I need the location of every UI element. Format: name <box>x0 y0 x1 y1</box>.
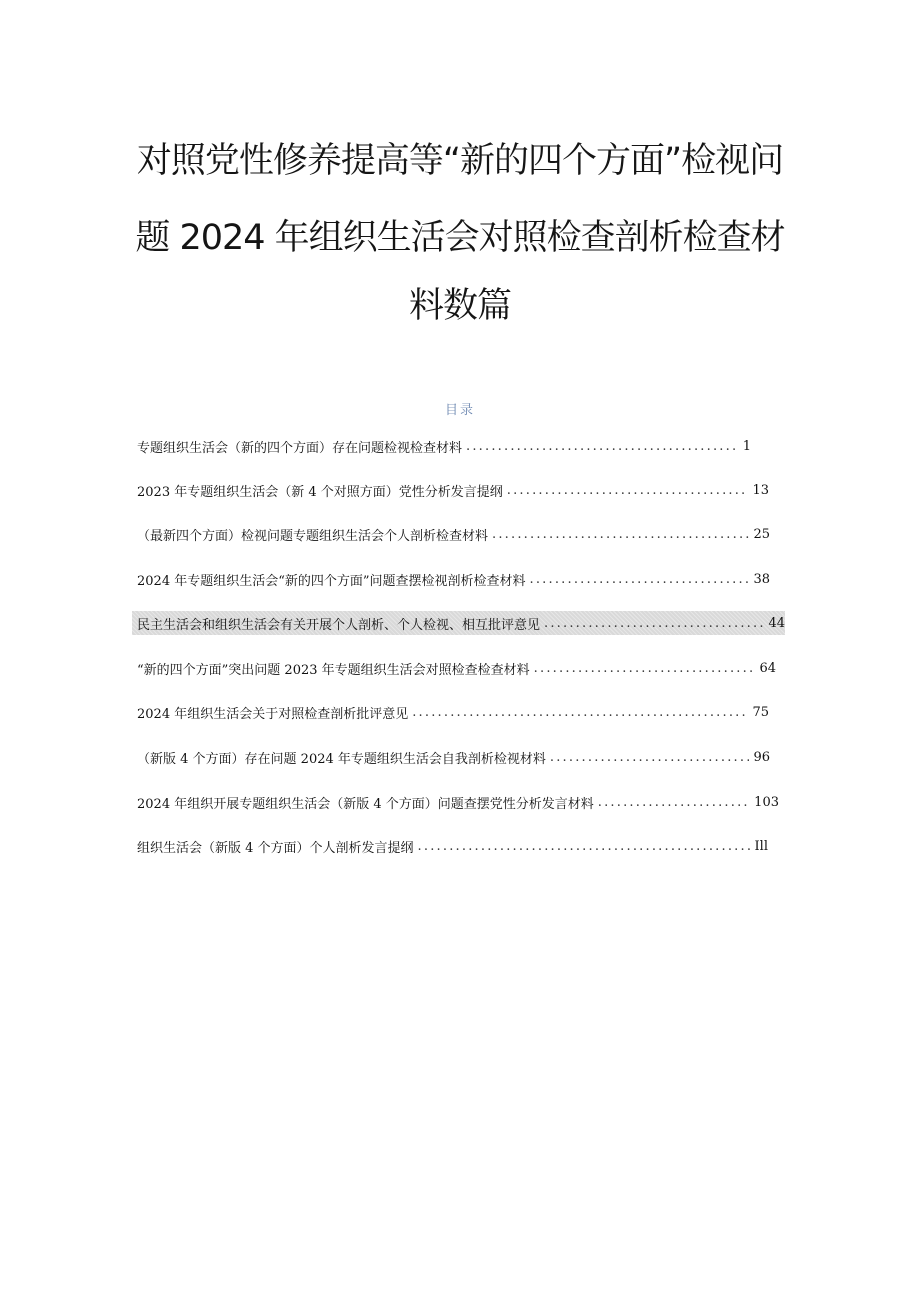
toc-entry-7[interactable] <box>137 700 769 724</box>
toc-leader-dots <box>550 750 750 765</box>
toc-entry-9[interactable] <box>137 790 779 814</box>
title-line-3: 料数篇 <box>408 286 511 326</box>
toc-entry-5[interactable] <box>132 611 785 635</box>
toc-entry-page: 44 <box>768 615 785 631</box>
toc-leader-dots <box>466 439 739 454</box>
toc-entry-8[interactable] <box>137 745 770 769</box>
toc-entry-text: （新版 4 个方面）存在问题 2024 年专题组织生活会自我剖析检视材料 <box>137 751 546 767</box>
toc-entry-page: 64 <box>759 660 776 676</box>
toc-entry-page: 96 <box>753 749 770 765</box>
toc-entry-2[interactable] <box>137 478 769 502</box>
toc-entry-page: 75 <box>752 704 769 720</box>
title-line-2: 题 2024 年组织生活会对照检查剖析检查材 <box>135 218 785 258</box>
title-line-1: 对照党性修养提高等“新的四个方面”检视问 <box>136 141 784 181</box>
toc-entry-text: 组织生活会（新版 4 个方面）个人剖析发言提纲 <box>137 840 414 856</box>
toc-entry-page: 13 <box>752 482 769 498</box>
toc-entry-page: Ill <box>754 838 768 854</box>
toc-entry-4[interactable] <box>137 567 770 591</box>
toc-entry-text: 2024 年组织生活会关于对照检查剖析批评意见 <box>137 706 409 722</box>
toc-leader-dots <box>544 616 764 631</box>
toc-leader-dots <box>418 839 751 854</box>
toc-entry-page: 103 <box>754 794 779 810</box>
toc-entry-text: 2023 年专题组织生活会（新 4 个对照方面）党性分析发言提纲 <box>137 484 503 500</box>
toc-entry-text: 2024 年专题组织生活会“新的四个方面”问题查摆检视剖析检查材料 <box>137 573 526 589</box>
toc-entry-text: 民主生活会和组织生活会有关开展个人剖析、个人检视、相互批评意见 <box>137 617 541 633</box>
toc-leader-dots <box>530 572 750 587</box>
toc-leader-dots <box>412 705 748 720</box>
toc-heading: 目录 <box>444 403 475 418</box>
toc-entry-3[interactable] <box>137 522 770 546</box>
toc-entry-text: （最新四个方面）检视问题专题组织生活会个人剖析检查材料 <box>137 528 489 544</box>
toc-entry-1[interactable] <box>137 434 751 458</box>
toc-entry-text: 专题组织生活会（新的四个方面）存在问题检视检查材料 <box>137 440 463 456</box>
toc-entry-text: 2024 年组织开展专题组织生活会（新版 4 个方面）问题查摆党性分析发言材料 <box>137 796 594 812</box>
toc-leader-dots <box>598 795 750 810</box>
toc-leader-dots <box>534 661 756 676</box>
toc-leader-dots <box>507 483 749 498</box>
toc-entry-text: “新的四个方面”突出问题 2023 年专题组织生活会对照检查检查材料 <box>137 662 530 678</box>
toc-entry-10[interactable] <box>137 834 768 858</box>
toc-entry-page: 1 <box>742 438 751 454</box>
toc-entry-page: 38 <box>753 571 770 587</box>
toc-leader-dots <box>492 527 749 542</box>
toc-entry-6[interactable] <box>137 656 776 680</box>
toc-entry-page: 25 <box>753 526 770 542</box>
